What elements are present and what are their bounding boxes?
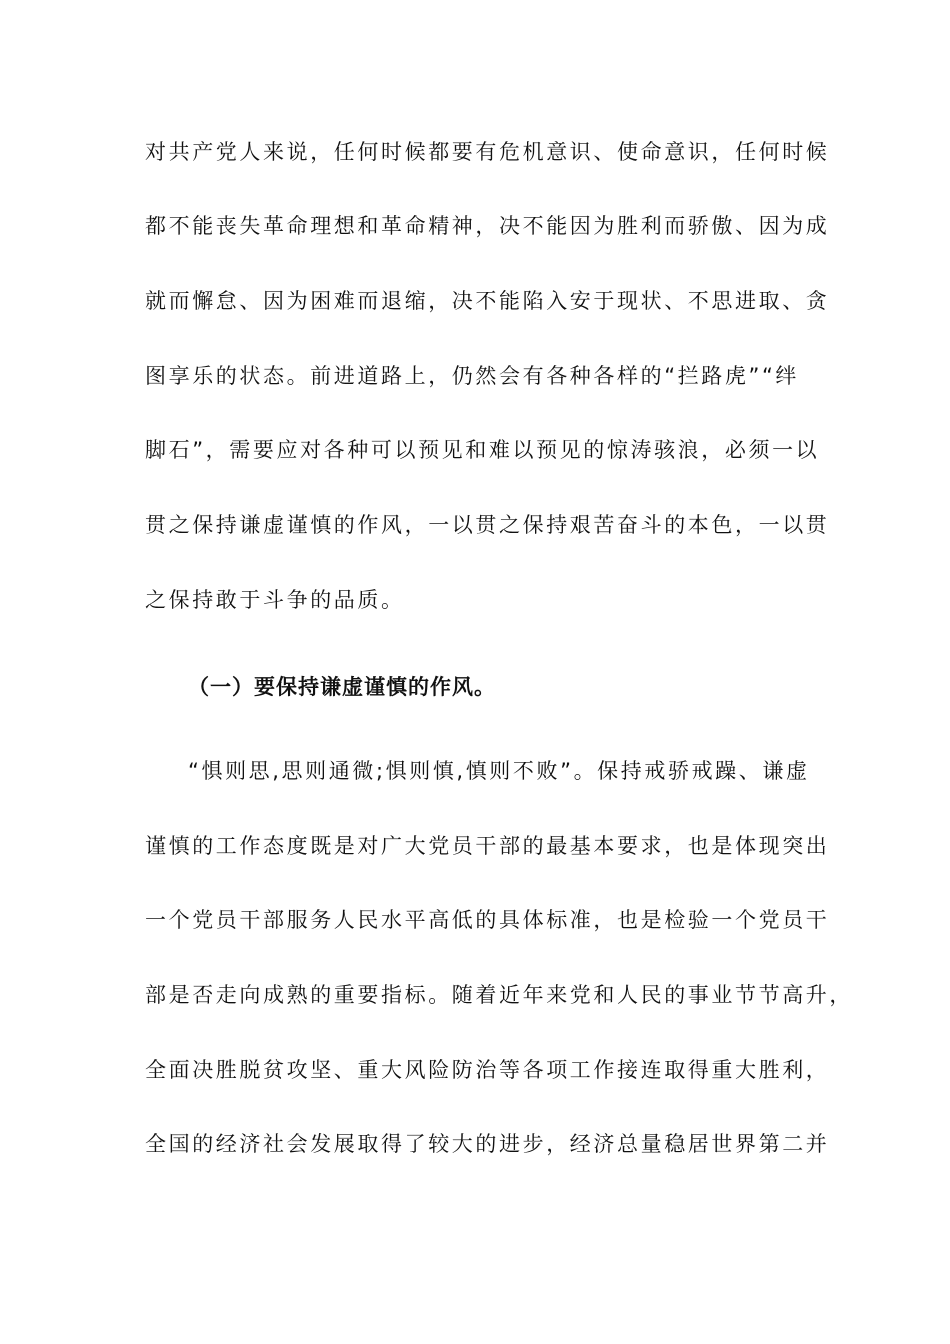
paragraph1-line-3: 就而懈怠、因为困难而退缩，决不能陷入安于现状、不思进取、贪: [145, 289, 830, 313]
paragraph2-line-1: “惧则思,思则通微;惧则慎,慎则不败”。保持戒骄戒躁、谦虚: [188, 759, 810, 783]
paragraph1-line-2: 都不能丧失革命理想和革命精神，决不能因为胜利而骄傲、因为成: [145, 214, 830, 238]
paragraph1-line-4: 图享乐的状态。前进道路上，仍然会有各种各样的“拦路虎”“绊: [145, 364, 800, 388]
paragraph1-line-6: 贯之保持谦虚谨慎的作风，一以贯之保持艰苦奋斗的本色，一以贯: [145, 513, 830, 537]
paragraph1-line-1: 对共产党人来说，任何时候都要有危机意识、使命意识，任何时候: [145, 140, 830, 164]
section-heading: （一）要保持谦虚谨慎的作风。: [188, 675, 496, 699]
paragraph1-line-5: 脚石”，需要应对各种可以预见和难以预见的惊涛骇浪，必须一以: [145, 438, 820, 462]
paragraph2-line-3: 一个党员干部服务人民水平高低的具体标准，也是检验一个党员干: [145, 908, 830, 932]
paragraph2-line-5: 全面决胜脱贫攻坚、重大风险防治等各项工作接连取得重大胜利，: [145, 1058, 830, 1082]
paragraph2-line-4: 部是否走向成熟的重要指标。随着近年来党和人民的事业节节高升，: [145, 983, 853, 1007]
paragraph1-line-7: 之保持敢于斗争的品质。: [145, 588, 405, 612]
paragraph2-line-2: 谨慎的工作态度既是对广大党员干部的最基本要求，也是体现突出: [145, 834, 830, 858]
paragraph2-line-6: 全国的经济社会发展取得了较大的进步，经济总量稳居世界第二并: [145, 1132, 830, 1156]
